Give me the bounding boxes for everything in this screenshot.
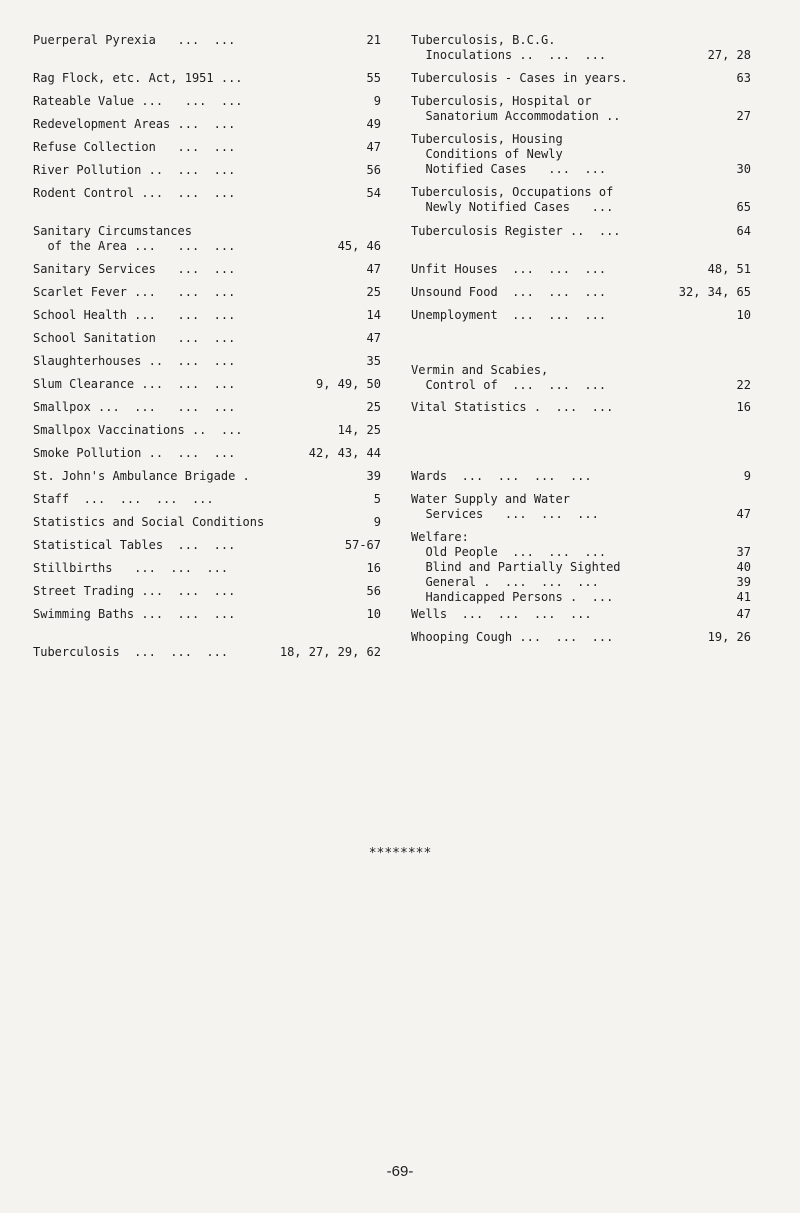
index-entry-line [411, 590, 751, 605]
index-entry-page: 27, 28 [707, 48, 751, 62]
index-entry-page: 9, 49, 50 [315, 377, 381, 391]
index-entry-text: Welfare: [411, 530, 469, 544]
index-entry [33, 469, 381, 484]
index-entry [33, 354, 381, 369]
index-entry-page: 55 [366, 71, 381, 85]
index-entry-page: 41 [736, 590, 751, 604]
index-entry [411, 469, 751, 484]
index-entry-line [411, 607, 751, 622]
index-entry-text: Services ... ... ... [411, 507, 599, 521]
index-entry-line [33, 285, 381, 300]
index-entry-text: Old People ... ... ... [411, 545, 607, 559]
index-entry-text: Control of ... ... ... [411, 378, 607, 392]
index-entry-line [411, 530, 751, 545]
index-entry-line [411, 560, 751, 575]
index-entry-text: Puerperal Pyrexia ... ... [33, 33, 236, 47]
index-entry-line [411, 378, 751, 393]
index-entry-text: Sanitary Circumstances [33, 224, 192, 238]
index-entry-line [411, 147, 751, 162]
index-entry-text: St. John's Ambulance Brigade . [33, 469, 250, 483]
index-entry-line [411, 132, 751, 147]
index-entry-line [33, 377, 381, 392]
index-entry-page: 39 [366, 469, 381, 483]
index-entry-line [411, 185, 751, 200]
index-entry-text: Smallpox ... ... ... ... [33, 400, 236, 414]
index-entry-text: Stillbirths ... ... ... [33, 561, 229, 575]
index-entry [411, 94, 751, 124]
index-entry-line [33, 561, 381, 576]
index-entry-page: 64 [736, 224, 751, 238]
index-entry [33, 140, 381, 155]
index-entry [411, 308, 751, 323]
index-entry-page: 45, 46 [337, 239, 381, 253]
index-entry-text: Vermin and Scabies, [411, 363, 549, 377]
index-entry [33, 377, 381, 392]
index-entry [411, 363, 751, 393]
index-entry-page: 10 [366, 607, 381, 621]
index-entry-page: 9 [373, 94, 381, 108]
index-entry-page: 25 [366, 400, 381, 414]
index-entry-page: 39 [736, 575, 751, 589]
index-entry-line [33, 607, 381, 622]
page-number: -69- [386, 1163, 414, 1180]
index-entry-page: 30 [736, 162, 751, 176]
index-entry-line [33, 33, 381, 48]
index-entry-line [33, 239, 381, 254]
index-entry-page: 47 [366, 262, 381, 276]
index-entry-line [33, 354, 381, 369]
index-entry-page: 9 [373, 515, 381, 529]
index-entry [33, 515, 381, 530]
index-entry [33, 492, 381, 507]
index-entry [33, 308, 381, 323]
index-entry-text: Smoke Pollution .. ... ... [33, 446, 236, 460]
index-entry [411, 400, 751, 415]
index-entry-text: Redevelopment Areas ... ... [33, 117, 236, 131]
index-entry-page: 40 [736, 560, 751, 574]
index-entry-line [33, 492, 381, 507]
index-entry [33, 331, 381, 346]
index-entry-text: Wards ... ... ... ... [411, 469, 592, 483]
index-entry-line [33, 262, 381, 277]
index-entry-page: 47 [366, 331, 381, 345]
index-entry-page: 35 [366, 354, 381, 368]
index-entry-page: 10 [736, 308, 751, 322]
index-entry-text: Vital Statistics . ... ... [411, 400, 614, 414]
index-entry-text: Tuberculosis, B.C.G. [411, 33, 556, 47]
index-entry-page: 32, 34, 65 [678, 285, 751, 299]
index-entry-line [33, 584, 381, 599]
index-entry [33, 645, 381, 660]
index-entry-line [411, 507, 751, 522]
index-entry-line [33, 423, 381, 438]
index-entry-text: Tuberculosis ... ... ... [33, 645, 229, 659]
index-entry-line [33, 538, 381, 553]
index-entry-text: Inoculations .. ... ... [411, 48, 607, 62]
index-entry [411, 530, 751, 605]
index-entry-line [33, 469, 381, 484]
index-entry-line [411, 363, 751, 378]
index-entry-line [411, 200, 751, 215]
index-entry-line [411, 33, 751, 48]
index-entry-text: School Health ... ... ... [33, 308, 236, 322]
index-entry-line [33, 140, 381, 155]
index-entry-text: Rag Flock, etc. Act, 1951 ... [33, 71, 243, 85]
index-entry-text: Slum Clearance ... ... ... [33, 377, 236, 391]
index-entry-page: 9 [743, 469, 751, 483]
index-entry-line [33, 308, 381, 323]
index-entry-text: River Pollution .. ... ... [33, 163, 236, 177]
index-entry [411, 71, 751, 86]
index-entry [33, 94, 381, 109]
index-entry-line [411, 575, 751, 590]
index-entry-line [411, 109, 751, 124]
index-entry-text: Statistical Tables ... ... [33, 538, 236, 552]
index-entry-page: 16 [366, 561, 381, 575]
index-entry-line [411, 262, 751, 277]
index-entry-text: Scarlet Fever ... ... ... [33, 285, 236, 299]
index-entry-text: Wells ... ... ... ... [411, 607, 592, 621]
index-entry [33, 538, 381, 553]
index-entry-line [411, 308, 751, 323]
index-entry-page: 14, 25 [337, 423, 381, 437]
index-entry-line [33, 163, 381, 178]
index-entry-page: 47 [736, 607, 751, 621]
index-entry-text: Newly Notified Cases ... [411, 200, 614, 214]
index-entry-line [33, 515, 381, 530]
index-entry-text: Rateable Value ... ... ... [33, 94, 243, 108]
index-entry-page: 21 [366, 33, 381, 47]
index-entry-line [33, 94, 381, 109]
index-entry [33, 224, 381, 254]
index-entry [33, 607, 381, 622]
index-entry-line [411, 224, 751, 239]
index-entry-page: 63 [736, 71, 751, 85]
index-entry-page: 18, 27, 29, 62 [279, 645, 381, 659]
index-entry-line [33, 117, 381, 132]
index-entry-page: 47 [366, 140, 381, 154]
index-entry-text: Street Trading ... ... ... [33, 584, 236, 598]
index-entry-text: Slaughterhouses .. ... ... [33, 354, 236, 368]
index-entry-text: Refuse Collection ... ... [33, 140, 236, 154]
index-entry [411, 262, 751, 277]
index-entry-text: Water Supply and Water [411, 492, 570, 506]
index-entry-text: Rodent Control ... ... ... [33, 186, 236, 200]
index-entry-text: Unemployment ... ... ... [411, 308, 607, 322]
index-entry [411, 607, 751, 622]
index-entry-text: Unfit Houses ... ... ... [411, 262, 607, 276]
index-entry-line [411, 285, 751, 300]
index-entry-page: 5 [373, 492, 381, 506]
index-entry-text: Tuberculosis - Cases in years. [411, 71, 628, 85]
index-entry-line [411, 545, 751, 560]
index-entry-text: Statistics and Social Conditions [33, 515, 265, 529]
index-entry [411, 630, 751, 645]
index-entry [33, 400, 381, 415]
index-entry-line [33, 186, 381, 201]
index-entry-text: General . ... ... ... [411, 575, 599, 589]
index-entry-text: Handicapped Persons . ... [411, 590, 614, 604]
index-entry-page: 54 [366, 186, 381, 200]
index-entry [33, 117, 381, 132]
index-entry-text: Sanatorium Accommodation .. [411, 109, 621, 123]
index-entry-page: 22 [736, 378, 751, 392]
index-entry-text: Tuberculosis, Occupations of [411, 185, 614, 199]
index-entry-page: 25 [366, 285, 381, 299]
index-entry-page: 19, 26 [707, 630, 751, 644]
index-entry-page: 48, 51 [707, 262, 751, 276]
index-entry-text: Tuberculosis Register .. ... [411, 224, 621, 238]
index-entry-line [411, 400, 751, 415]
index-entry [411, 132, 751, 177]
index-entry [33, 446, 381, 461]
index-entry-line [33, 446, 381, 461]
index-entry-line [33, 645, 381, 660]
section-separator: ******** [368, 846, 432, 861]
index-entry [411, 224, 751, 239]
index-entry-page: 56 [366, 163, 381, 177]
index-entry-text: of the Area ... ... ... [33, 239, 236, 253]
index-entry-text: Notified Cases ... ... [411, 162, 607, 176]
index-entry-text: Blind and Partially Sighted [411, 560, 621, 574]
index-entry-line [411, 48, 751, 63]
index-entry-page: 49 [366, 117, 381, 131]
index-entry-page: 56 [366, 584, 381, 598]
index-entry-line [411, 492, 751, 507]
index-entry-text: Staff ... ... ... ... [33, 492, 214, 506]
index-entry [411, 33, 751, 63]
index-entry-text: Whooping Cough ... ... ... [411, 630, 614, 644]
index-entry-text: Conditions of Newly [411, 147, 563, 161]
index-entry-line [33, 400, 381, 415]
index-entry-line [411, 94, 751, 109]
index-entry-line [33, 224, 381, 239]
index-entry-text: Tuberculosis, Hospital or [411, 94, 592, 108]
index-entry-page: 27 [736, 109, 751, 123]
index-entry [411, 285, 751, 300]
index-entry [411, 185, 751, 215]
index-entry-line [411, 162, 751, 177]
index-entry-text: Sanitary Services ... ... [33, 262, 236, 276]
index-entry [33, 186, 381, 201]
index-entry [33, 71, 381, 86]
index-entry-page: 47 [736, 507, 751, 521]
index-entry [33, 262, 381, 277]
index-entry-line [411, 630, 751, 645]
index-entry-page: 37 [736, 545, 751, 559]
index-entry-line [33, 331, 381, 346]
index-entry [33, 33, 381, 48]
index-entry [411, 492, 751, 522]
index-entry-line [411, 469, 751, 484]
index-entry-page: 42, 43, 44 [308, 446, 381, 460]
index-entry [33, 285, 381, 300]
index-entry-text: Smallpox Vaccinations .. ... [33, 423, 243, 437]
index-entry-text: Unsound Food ... ... ... [411, 285, 607, 299]
index-entry-page: 14 [366, 308, 381, 322]
index-entry-page: 16 [736, 400, 751, 414]
index-entry [33, 423, 381, 438]
index-entry-text: Tuberculosis, Housing [411, 132, 563, 146]
index-entry-line [33, 71, 381, 86]
index-entry-page: 57-67 [344, 538, 381, 552]
index-entry-line [411, 71, 751, 86]
index-entry-text: Swimming Baths ... ... ... [33, 607, 236, 621]
index-entry [33, 561, 381, 576]
index-entry [33, 163, 381, 178]
index-entry-text: School Sanitation ... ... [33, 331, 236, 345]
index-entry [33, 584, 381, 599]
index-entry-page: 65 [736, 200, 751, 214]
